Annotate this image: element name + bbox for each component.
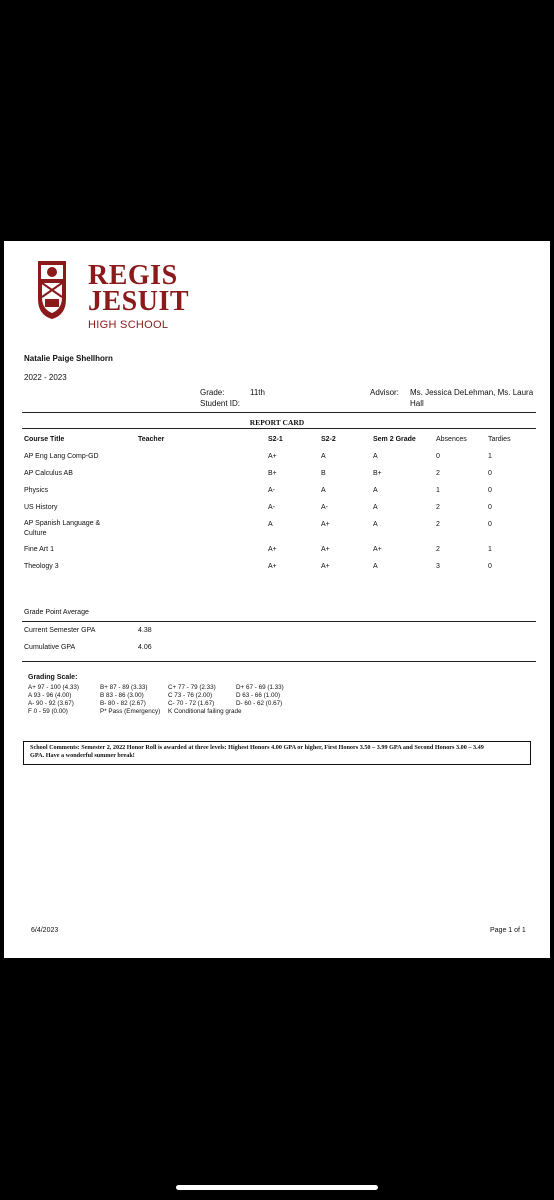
header-sem2-grade: Sem 2 Grade (373, 436, 416, 443)
home-indicator[interactable] (176, 1185, 378, 1190)
grade-sem2: A (373, 563, 378, 570)
tardies: 1 (488, 546, 492, 553)
grading-scale-col1: A+ 97 - 100 (4.33) A 93 - 96 (4.00) A- 90 - 92 (3.67) F 0 - 59 (0.00) (28, 684, 79, 715)
absences: 0 (436, 453, 440, 460)
page-number: Page 1 of 1 (490, 927, 526, 934)
school-name-line3: HIGH SCHOOL (88, 319, 169, 331)
header-absences: Absences (436, 436, 467, 443)
grade-s2-1: A+ (268, 453, 277, 460)
absences: 2 (436, 521, 440, 528)
advisor-label: Advisor: (370, 388, 399, 397)
grading-scale-title: Grading Scale: (28, 674, 78, 681)
current-gpa-label: Current Semester GPA (24, 627, 96, 634)
student-id-label: Student ID: (200, 399, 241, 408)
grade-s2-2: A+ (321, 563, 330, 570)
school-crest-icon (36, 259, 68, 321)
grade-s2-2: A- (321, 504, 328, 511)
course-title: Fine Art 1 (24, 546, 54, 553)
absences: 2 (436, 504, 440, 511)
cumulative-gpa-value: 4.06 (138, 644, 152, 651)
grade-s2-1: A+ (268, 546, 277, 553)
grade-sem2: A (373, 504, 378, 511)
grade-s2-2: B (321, 470, 326, 477)
school-name-line2: JESUIT (88, 286, 190, 317)
grading-scale-col3: C+ 77 - 79 (2.33) C 73 - 76 (2.00) C- 70 - 72 (1.67) K Conditional failing grade (168, 684, 242, 715)
course-title: AP Spanish Language & (24, 520, 101, 527)
course-title: AP Calculus AB (24, 470, 73, 477)
absences: 3 (436, 563, 440, 570)
student-name: Natalie Paige Shellhorn (24, 354, 113, 363)
tardies: 0 (488, 487, 492, 494)
tardies: 0 (488, 563, 492, 570)
gpa-heading: Grade Point Average (24, 609, 89, 616)
report-card-page (4, 241, 550, 958)
grade-label: Grade: (200, 388, 225, 397)
divider-top (22, 412, 536, 413)
grade-s2-1: A- (268, 487, 275, 494)
absences: 2 (436, 546, 440, 553)
grade-s2-2: A (321, 453, 326, 460)
comment-line2: GPA. Have a wonderful summer break! (30, 752, 135, 759)
grade-value: 11th (250, 388, 265, 397)
header-s2-1: S2-1 (268, 436, 283, 443)
divider-title (22, 428, 536, 429)
course-title: US History (24, 504, 58, 511)
grade-s2-1: A (268, 521, 273, 528)
course-title: Physics (24, 487, 49, 494)
tardies: 1 (488, 453, 492, 460)
course-title-line2: Culture (24, 530, 47, 537)
course-title: Theology 3 (24, 563, 59, 570)
tardies: 0 (488, 521, 492, 528)
comment-line1: School Comments: Semester 2, 2022 Honor Roll is awarded at three levels: Highest Honors 4.00 GPA or higher, First Honors 3.50 – 3.99 GPA and Second Honors 3.00 – 3.49 (30, 744, 484, 751)
grade-sem2: A (373, 521, 378, 528)
grade-s2-2: A+ (321, 546, 330, 553)
grade-s2-2: A (321, 487, 326, 494)
grade-s2-1: B+ (268, 470, 277, 477)
absences: 2 (436, 470, 440, 477)
header-course-title: Course Title (24, 436, 65, 443)
grade-s2-1: A+ (268, 563, 277, 570)
grade-sem2: A (373, 487, 378, 494)
course-title: AP Eng Lang Comp-GD (24, 453, 99, 460)
header-teacher: Teacher (138, 436, 165, 443)
grade-sem2: A (373, 453, 378, 460)
advisor-name-line1: Ms. Jessica DeLehman, Ms. Laura (410, 388, 534, 397)
school-name-line1: REGIS (88, 260, 178, 291)
header-s2-2: S2-2 (321, 436, 336, 443)
advisor-name-line2: Hall (410, 399, 424, 408)
cumulative-gpa-label: Cumulative GPA (24, 644, 76, 651)
school-comments (23, 741, 531, 765)
report-date: 6/4/2023 (31, 927, 59, 934)
absences: 1 (436, 487, 440, 494)
school-logo (36, 259, 190, 331)
current-gpa-value: 4.38 (138, 627, 152, 634)
divider-scale (22, 661, 536, 662)
grade-s2-1: A- (268, 504, 275, 511)
divider-gpa (22, 621, 536, 622)
report-card-title: REPORT CARD (249, 418, 305, 427)
grade-sem2: B+ (373, 470, 382, 477)
tardies: 0 (488, 504, 492, 511)
grade-s2-2: A+ (321, 521, 330, 528)
header-tardies: Tardies (488, 436, 511, 443)
grade-sem2: A+ (373, 546, 382, 553)
grading-scale-col2: B+ 87 - 89 (3.33) B 83 - 86 (3.00) B- 80 - 82 (2.67) P* Pass (Emergency) (100, 684, 161, 715)
school-year: 2022 - 2023 (24, 373, 67, 382)
tardies: 0 (488, 470, 492, 477)
grading-scale-col4: D+ 67 - 69 (1.33) D 63 - 66 (1.00) D- 60 - 62 (0.67) (236, 684, 284, 707)
